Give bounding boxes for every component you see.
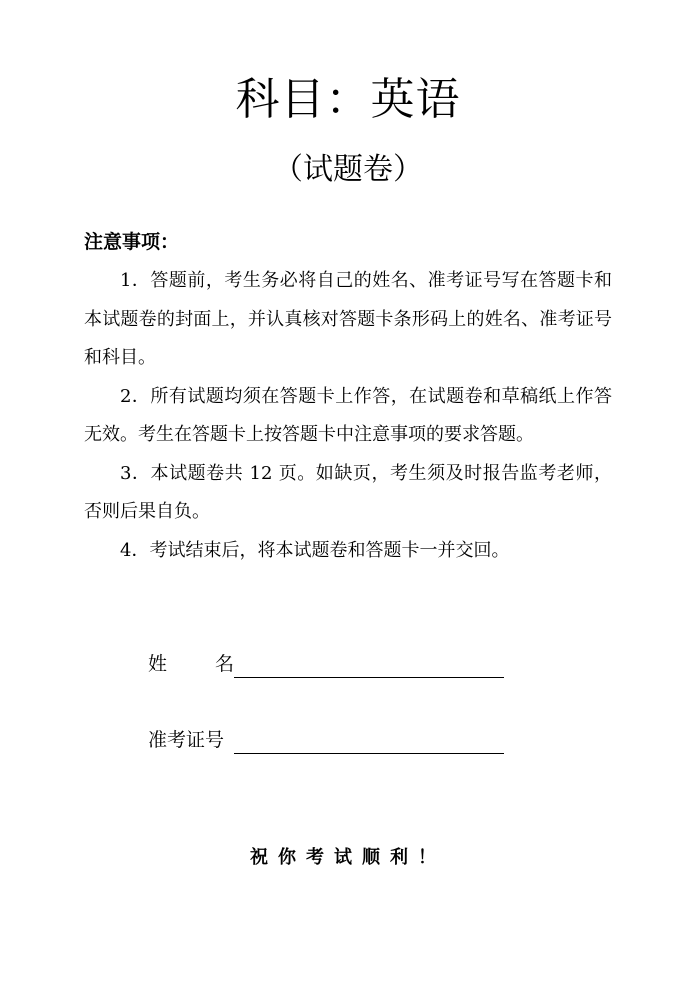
exam-id-blank-line[interactable] xyxy=(234,731,504,754)
page-title: 科目：英语 xyxy=(235,74,461,125)
name-label-char: 姓 xyxy=(148,653,168,675)
notice-list xyxy=(84,262,612,570)
name-field-label xyxy=(148,650,234,678)
closing-message: 祝你考试顺利！ xyxy=(250,847,446,868)
notice-item: 4．考试结束后，将本试题卷和答题卡一并交回。 xyxy=(120,539,510,561)
notice-heading: 注意事项： xyxy=(84,231,180,253)
notice-item: 1．答题前，考生务必将自己的姓名、准考证号写在答题卡和本试题卷的封面上，并认真核对答题卡条形码上的姓名、准考证号和科目。 xyxy=(84,270,612,368)
exam-id-field-label: 准考证号 xyxy=(148,729,225,751)
exam-id-field-row xyxy=(148,726,504,754)
name-label-char: 名 xyxy=(214,653,234,675)
page-subtitle: （试题卷） xyxy=(273,152,423,187)
name-blank-line[interactable] xyxy=(234,655,504,678)
notice-item: 3．本试题卷共 12 页。如缺页，考生须及时报告监考老师，否则后果自负。 xyxy=(84,462,612,522)
name-field-row xyxy=(148,650,504,678)
notice-item: 2．所有试题均须在答题卡上作答，在试题卷和草稿纸上作答无效。考生在答题卡上按答题卡中注意事项的要求答题。 xyxy=(84,385,612,445)
